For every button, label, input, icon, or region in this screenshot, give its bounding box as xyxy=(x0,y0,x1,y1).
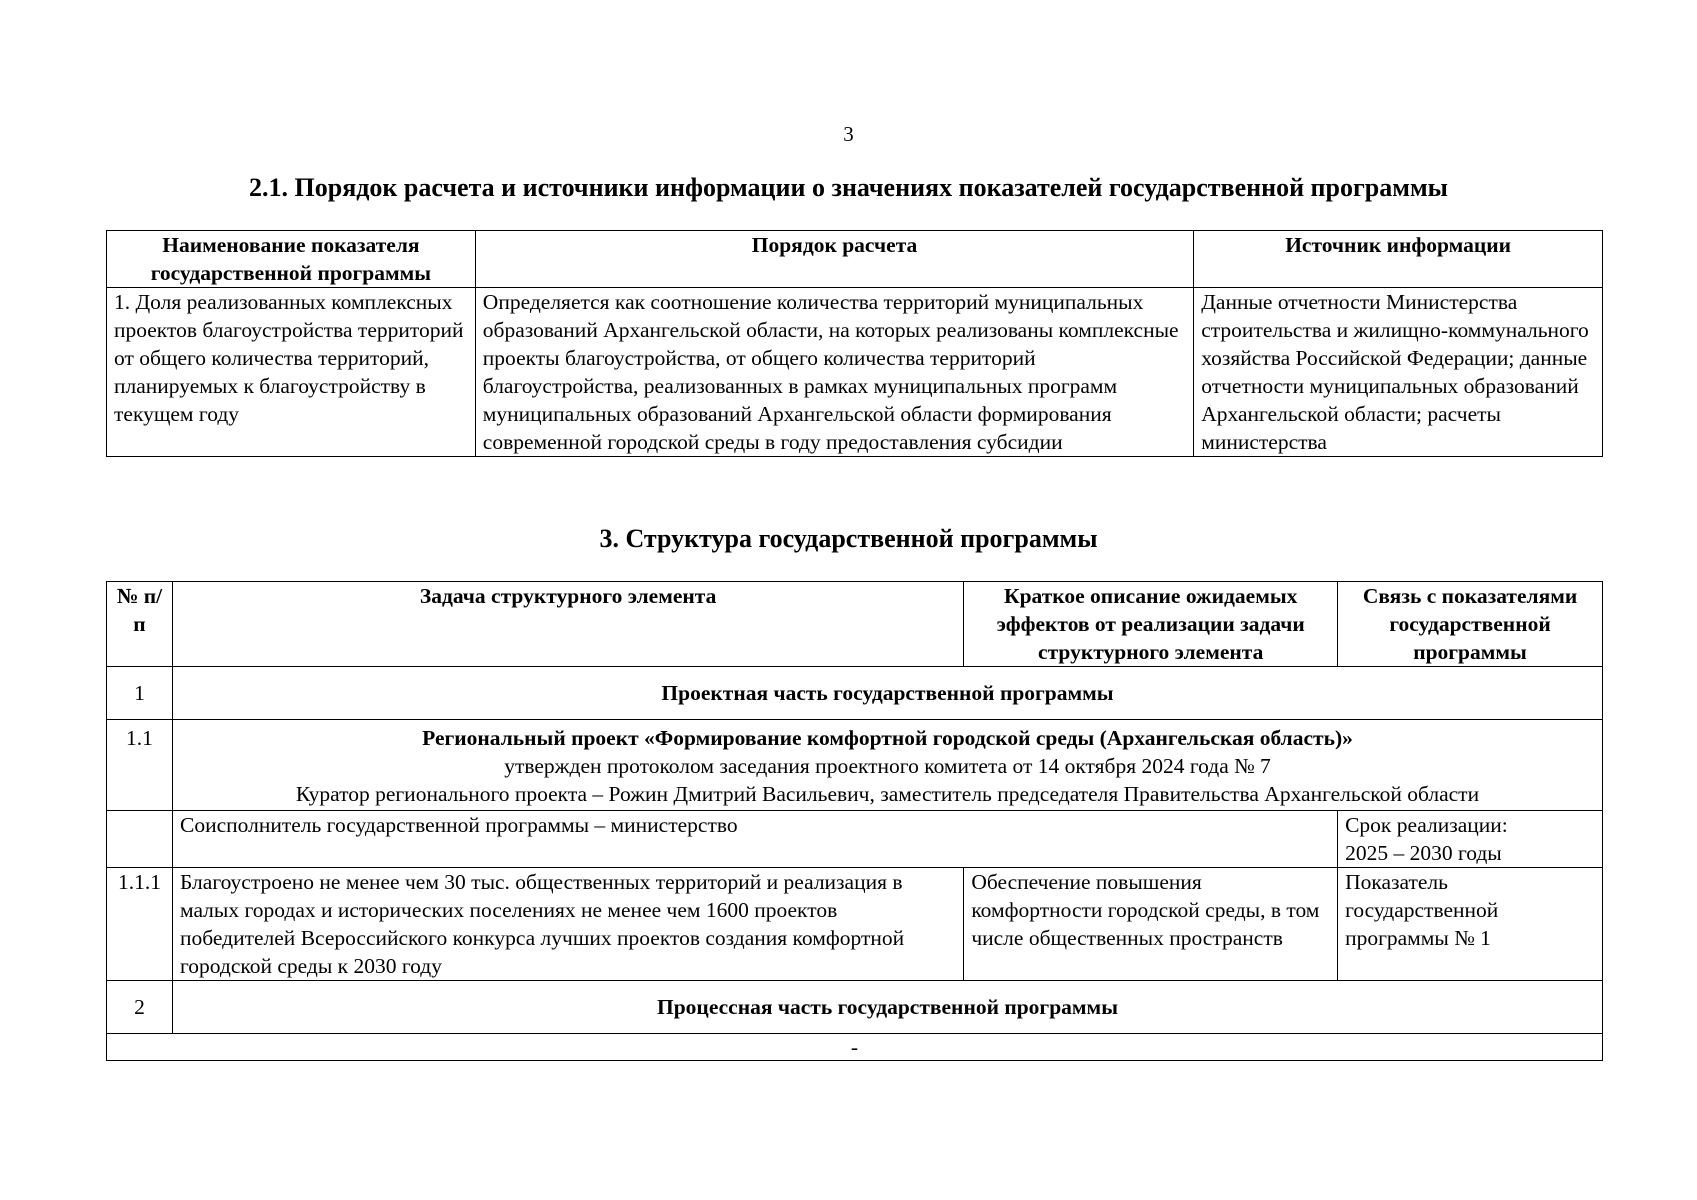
regional-project-cell xyxy=(172,720,1602,811)
regional-project-row xyxy=(107,720,1603,811)
task-cell: Благоустроено не менее чем 30 тыс. общественных территорий и реализация в малых городах и исторических поселениях не менее чем 1600 проектов победителей Всероссийского конкурса лучших проектов создания комфортной городской среды к 2030 году xyxy=(172,868,963,981)
empty-row-dash: - xyxy=(107,1034,1603,1061)
process-part-row xyxy=(107,981,1603,1034)
header-indicator-link: Связь с показателями государственной программы xyxy=(1338,582,1603,667)
row-number: 2 xyxy=(107,981,173,1034)
page-number: 3 xyxy=(843,122,854,146)
table-row xyxy=(107,868,1603,981)
section-3-title: 3. Структура государственной программы xyxy=(599,524,1098,553)
coexecutor-row xyxy=(107,811,1603,868)
header-number: № п/п xyxy=(107,582,173,667)
term-label: Срок реализации: xyxy=(1345,813,1508,837)
structure-table xyxy=(106,581,1603,1061)
row-number: 1.1 xyxy=(107,720,173,811)
header-indicator-name: Наименование показателя государственной программы xyxy=(107,231,476,288)
row-number: 1 xyxy=(107,667,173,720)
term-cell xyxy=(1338,811,1603,868)
regional-project-approval: утвержден протоколом заседания проектного комитета от 14 октября 2024 года № 7 xyxy=(504,754,1271,778)
indicators-header-row xyxy=(107,231,1603,288)
indicator-link-cell: Показатель государственной программы № 1 xyxy=(1338,868,1603,981)
section-2-1-title: 2.1. Порядок расчета и источники информации о значениях показателей государственной программы xyxy=(249,173,1448,202)
header-task: Задача структурного элемента xyxy=(172,582,963,667)
process-part-title: Процессная часть государственной программы xyxy=(172,981,1602,1034)
table-row xyxy=(107,288,1603,457)
indicator-name-cell: 1. Доля реализованных комплексных проектов благоустройства территорий от общего количества территорий, планируемых к благоустройству в текущем году xyxy=(107,288,476,457)
effects-cell: Обеспечение повышения комфортности городской среды, в том числе общественных пространств xyxy=(964,868,1338,981)
project-part-title: Проектная часть государственной программы xyxy=(172,667,1602,720)
coexecutor-cell: Соисполнитель государственной программы – министерство xyxy=(172,811,1337,868)
header-effects: Краткое описание ожидаемых эффектов от реализации задачи структурного элемента xyxy=(964,582,1338,667)
indicators-table xyxy=(106,230,1603,457)
calculation-method-cell: Определяется как соотношение количества территорий муниципальных образований Архангельской области, на которых реализованы комплексные проекты благоустройства, от общего количества территорий благоустройства, реализованных в рамках муниципальных программ муниципальных образований Архангельской области формирования современной городской среды в году предоставления субсидии xyxy=(475,288,1193,457)
regional-project-curator: Куратор регионального проекта – Рожин Дмитрий Васильевич, заместитель председателя Правительства Архангельской области xyxy=(295,782,1480,806)
header-calculation-method: Порядок расчета xyxy=(475,231,1193,288)
project-part-row xyxy=(107,667,1603,720)
empty-row xyxy=(107,1034,1603,1061)
regional-project-title: Региональный проект «Формирование комфортной городской среды (Архангельская область)» xyxy=(422,726,1353,750)
term-value: 2025 – 2030 годы xyxy=(1345,841,1502,865)
empty-number-cell xyxy=(107,811,173,868)
header-information-source: Источник информации xyxy=(1194,231,1603,288)
row-number: 1.1.1 xyxy=(107,868,173,981)
structure-header-row xyxy=(107,582,1603,667)
information-source-cell: Данные отчетности Министерства строительства и жилищно-коммунального хозяйства Российской Федерации; данные отчетности муниципальных образований Архангельской области; расчеты министерства xyxy=(1194,288,1603,457)
